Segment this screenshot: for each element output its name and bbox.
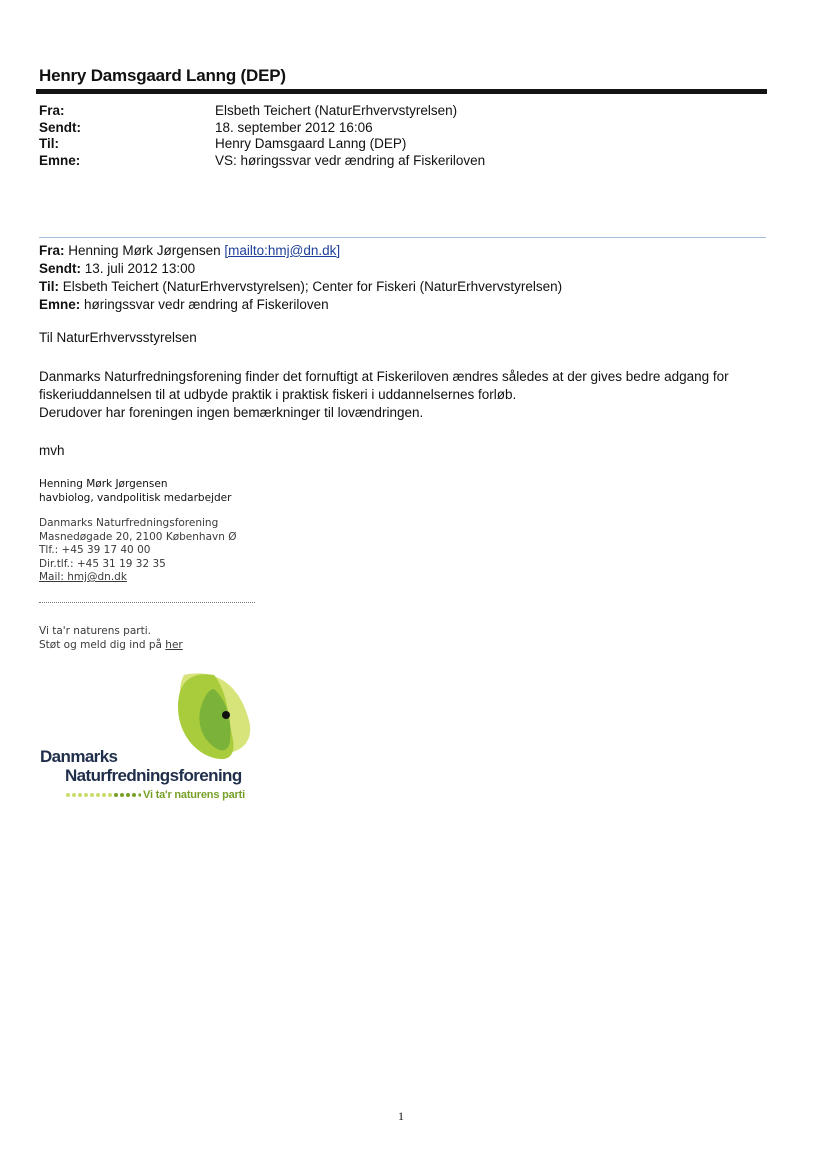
- logo-tagline: Vi ta'r naturens parti: [143, 789, 245, 801]
- header-key: Sendt:: [39, 119, 81, 135]
- fwd-subject-label: Emne:: [39, 297, 81, 312]
- fwd-sent-value: 13. juli 2012 13:00: [84, 261, 196, 276]
- support-prefix: Støt og meld dig ind på: [39, 638, 166, 651]
- header-key: Til:: [39, 136, 59, 151]
- logo-dot-row-icon: [65, 790, 141, 800]
- header-row-to: [39, 136, 739, 153]
- body-line: Derudover har foreningen ingen bemærkninger til lovændringen.: [39, 405, 424, 420]
- signature-address-block: [39, 517, 236, 585]
- document-owner-title: Henry Damsgaard Lanng (DEP): [39, 66, 286, 85]
- signature-phone: Tlf.: +45 39 17 40 00: [39, 544, 151, 556]
- owner-rule: [36, 89, 767, 94]
- header-row-from: [39, 103, 739, 120]
- signature-title: havbiolog, vandpolitisk medarbejder: [39, 491, 232, 504]
- signature-name: Henning Mørk Jørgensen: [39, 478, 168, 490]
- header-value: 18. september 2012 16:06: [215, 119, 373, 135]
- body-paragraph: [39, 368, 779, 422]
- header-key: Emne:: [39, 152, 81, 168]
- message-header: [39, 103, 739, 169]
- page-number: 1: [398, 1109, 404, 1123]
- leaf-logo-icon: [170, 665, 254, 765]
- forwarded-to: [39, 278, 562, 296]
- body-line: Danmarks Naturfredningsforening finder det fornuftigt at Fiskeriloven ændres således at der gives bedre adgang for: [39, 369, 729, 384]
- body-line: fiskeriuddannelsen til at udbyde praktik i praktisk fiskeri i uddannelsernes forløb.: [39, 387, 517, 402]
- header-value: VS: høringssvar vedr ændring af Fiskeriloven: [215, 152, 486, 168]
- logo-name-line1: Danmarks: [40, 747, 118, 766]
- signature-address: Masnedøgade 20, 2100 København Ø: [39, 530, 237, 543]
- fwd-to-label: Til:: [39, 279, 59, 294]
- fwd-to-value: Elsbeth Teichert (NaturErhvervstyrelsen); Center for Fiskeri (NaturErhvervstyrelsen): [62, 279, 563, 294]
- signature-support-line: [39, 639, 183, 653]
- body-closing: mvh: [39, 443, 65, 458]
- fwd-from-label: Fra:: [39, 243, 65, 258]
- forward-separator: [39, 237, 766, 238]
- signature-mail-link[interactable]: Mail: hmj@dn.dk: [39, 571, 127, 583]
- fwd-sent-label: Sendt:: [39, 261, 81, 276]
- signature-direct-phone: Dir.tlf.: +45 31 19 32 35: [39, 557, 166, 570]
- fwd-from-name: Henning Mørk Jørgensen: [68, 243, 221, 258]
- header-value: Elsbeth Teichert (NaturErhvervstyrelsen): [215, 103, 458, 118]
- forwarded-from: [39, 242, 562, 260]
- mailto-link[interactable]: [mailto:hmj@dn.dk]: [224, 243, 341, 258]
- header-row-sent: [39, 120, 739, 137]
- fwd-subject-value: høringssvar vedr ændring af Fiskeriloven: [84, 297, 329, 312]
- dotted-divider: [39, 602, 255, 603]
- logo-name-line2: Naturfredningsforening: [65, 766, 242, 785]
- signature-slogan-block: [39, 625, 183, 652]
- header-key: Fra:: [39, 103, 65, 118]
- header-row-subject: [39, 153, 739, 170]
- body-greeting: Til NaturErhvervsstyrelsen: [39, 330, 197, 345]
- forwarded-header: [39, 242, 562, 314]
- support-link[interactable]: her: [165, 638, 183, 651]
- signature-org: Danmarks Naturfredningsforening: [39, 517, 219, 529]
- forwarded-subject: [39, 296, 562, 314]
- forwarded-sent: [39, 260, 562, 278]
- signature-name-block: [39, 478, 231, 505]
- header-value: Henry Damsgaard Lanng (DEP): [215, 136, 407, 151]
- signature-slogan: Vi ta'r naturens parti.: [39, 625, 151, 637]
